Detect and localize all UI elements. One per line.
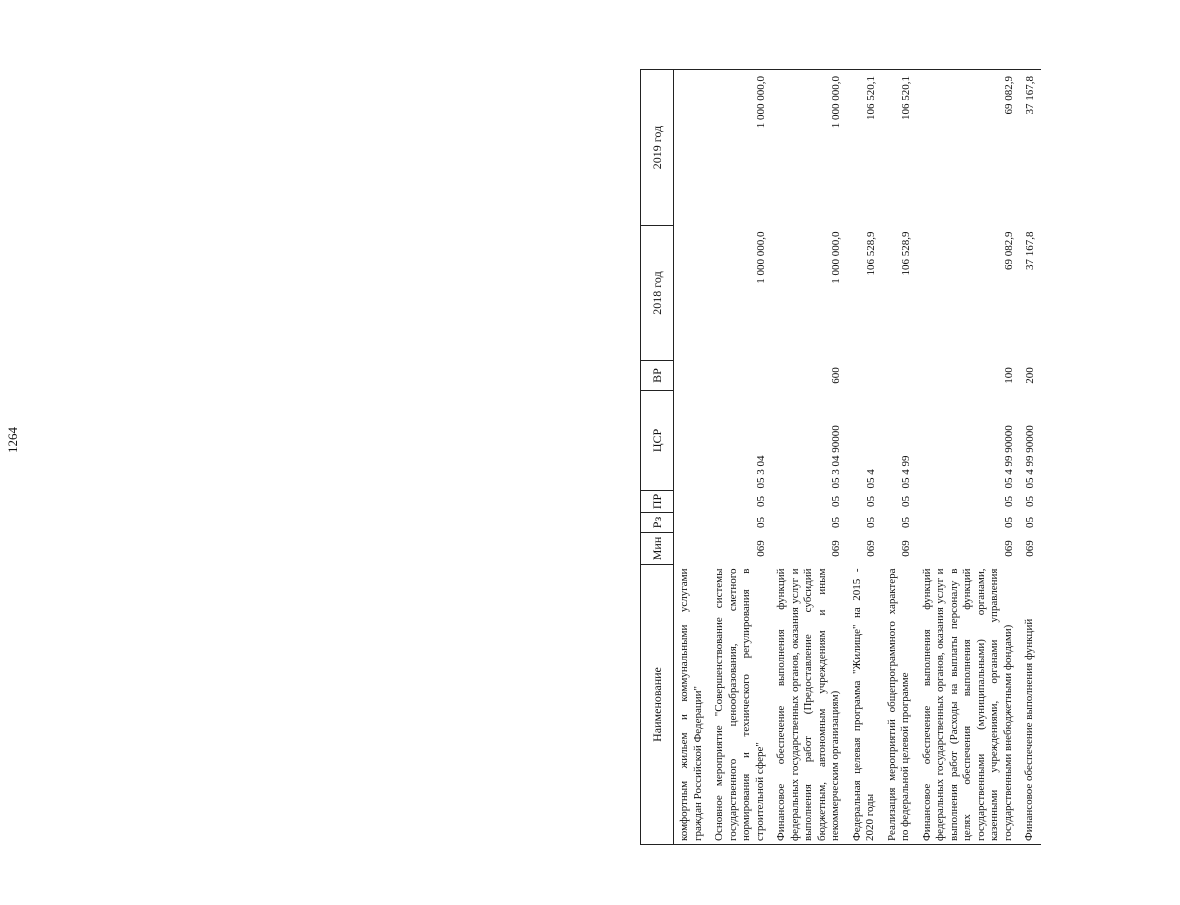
row-name: Реализация мероприятий общепрограммного характера по федеральной целевой программе [882, 565, 917, 845]
row-min [674, 533, 710, 565]
row-rz: 05 [900, 517, 912, 528]
row-2018: 106 528,9 [865, 231, 877, 276]
row-min: 069 [1002, 540, 1015, 557]
row-2018: 37 167,8 [1024, 231, 1036, 270]
row-csr: 05 4 99 90000 [1024, 425, 1036, 489]
row-2019: 106 520,1 [847, 70, 882, 226]
row-min: 069 [865, 540, 877, 557]
budget-table [640, 69, 1041, 845]
row-rz [674, 513, 710, 533]
header-2019: 2019 год [641, 70, 674, 226]
row-2018 [674, 226, 710, 361]
table-row [847, 70, 882, 845]
row-min: 069 [900, 540, 912, 557]
page-number [0, 415, 26, 465]
row-pr: 05 [1024, 496, 1036, 507]
row-name: комфортным жильем и коммунальными услугами граждан Российской Федерации" [674, 565, 710, 845]
row-2019 [674, 70, 710, 226]
row-rz: 05 [1024, 517, 1036, 528]
row-vr [674, 361, 710, 391]
table-row [1019, 70, 1041, 845]
row-2019: 69 082,9 [917, 70, 1020, 226]
row-rz: 05 [865, 517, 877, 528]
table-row [917, 70, 1020, 845]
header-row [641, 70, 674, 845]
row-2019: 37 167,8 [1019, 70, 1041, 226]
row-csr [674, 391, 710, 491]
row-rz: 05 [754, 517, 767, 528]
table-row [771, 70, 847, 845]
row-pr: 05 [754, 496, 767, 507]
row-vr [882, 361, 917, 391]
row-rz: 05 [1002, 517, 1015, 528]
row-2018: 69 082,9 [1002, 231, 1015, 270]
row-2019: 106 520,1 [882, 70, 917, 226]
header-name: Наименование [641, 565, 674, 845]
row-vr [847, 361, 882, 391]
table-body [674, 70, 1041, 845]
row-vr: 100 [1002, 367, 1015, 384]
header-vr: ВР [641, 361, 674, 391]
row-csr: 05 4 99 90000 [1002, 425, 1015, 489]
row-2018: 1 000 000,0 [754, 231, 767, 284]
page-number-text: 1264 [5, 427, 20, 453]
header-csr: ЦСР [641, 391, 674, 491]
table-row [709, 70, 771, 845]
header-rz: Рз [641, 513, 674, 533]
row-2018: 106 528,9 [900, 231, 912, 276]
row-csr: 05 3 04 [754, 455, 767, 489]
row-pr: 05 [900, 496, 912, 507]
row-name: Основное мероприятие "Совершенствование системы государственного ценообразования, сметного нормирования и технического регулирования в строительной сфере" [709, 565, 771, 845]
row-csr: 05 3 04 90000 [830, 425, 842, 489]
header-pr: ПР [641, 491, 674, 513]
row-pr: 05 [1002, 496, 1015, 507]
header-2018: 2018 год [641, 226, 674, 361]
header-min: Мин [641, 533, 674, 565]
rotated-table-container [640, 70, 1180, 845]
row-name: Финансовое обеспечение выполнения функций федеральных государственных органов, оказания услуг и выполнения работ (Предоставление субсидий бюджетным, автономным учреждениям и иным некоммерческим организациям) [771, 565, 847, 845]
row-2018: 1 000 000,0 [830, 231, 842, 284]
row-pr: 05 [830, 496, 842, 507]
row-name: Финансовое обеспечение выполнения функций [1019, 565, 1041, 845]
table-row [674, 70, 710, 845]
row-pr [674, 491, 710, 513]
row-csr: 05 4 [865, 469, 877, 489]
row-vr [709, 361, 771, 391]
row-vr: 600 [830, 367, 842, 384]
row-rz: 05 [830, 517, 842, 528]
row-2019: 1 000 000,0 [709, 70, 771, 226]
row-name: Финансовое обеспечение выполнения функций федеральных государственных органов, оказания услуг и выполнения работ (Расходы на выплаты персоналу в целях обеспечения выполнения функций государственными (муниципальными) органами, казенными учреждениями, органами управления государственными внебюджетными фондами) [917, 565, 1020, 845]
row-min: 069 [754, 540, 767, 557]
row-name: Федеральная целевая программа "Жилище" на 2015 - 2020 годы [847, 565, 882, 845]
row-csr: 05 4 99 [900, 455, 912, 489]
row-2019: 1 000 000,0 [771, 70, 847, 226]
table-row [882, 70, 917, 845]
row-min: 069 [830, 540, 842, 557]
row-min: 069 [1024, 540, 1036, 557]
table-header [641, 70, 674, 845]
row-vr: 200 [1024, 367, 1036, 384]
row-pr: 05 [865, 496, 877, 507]
